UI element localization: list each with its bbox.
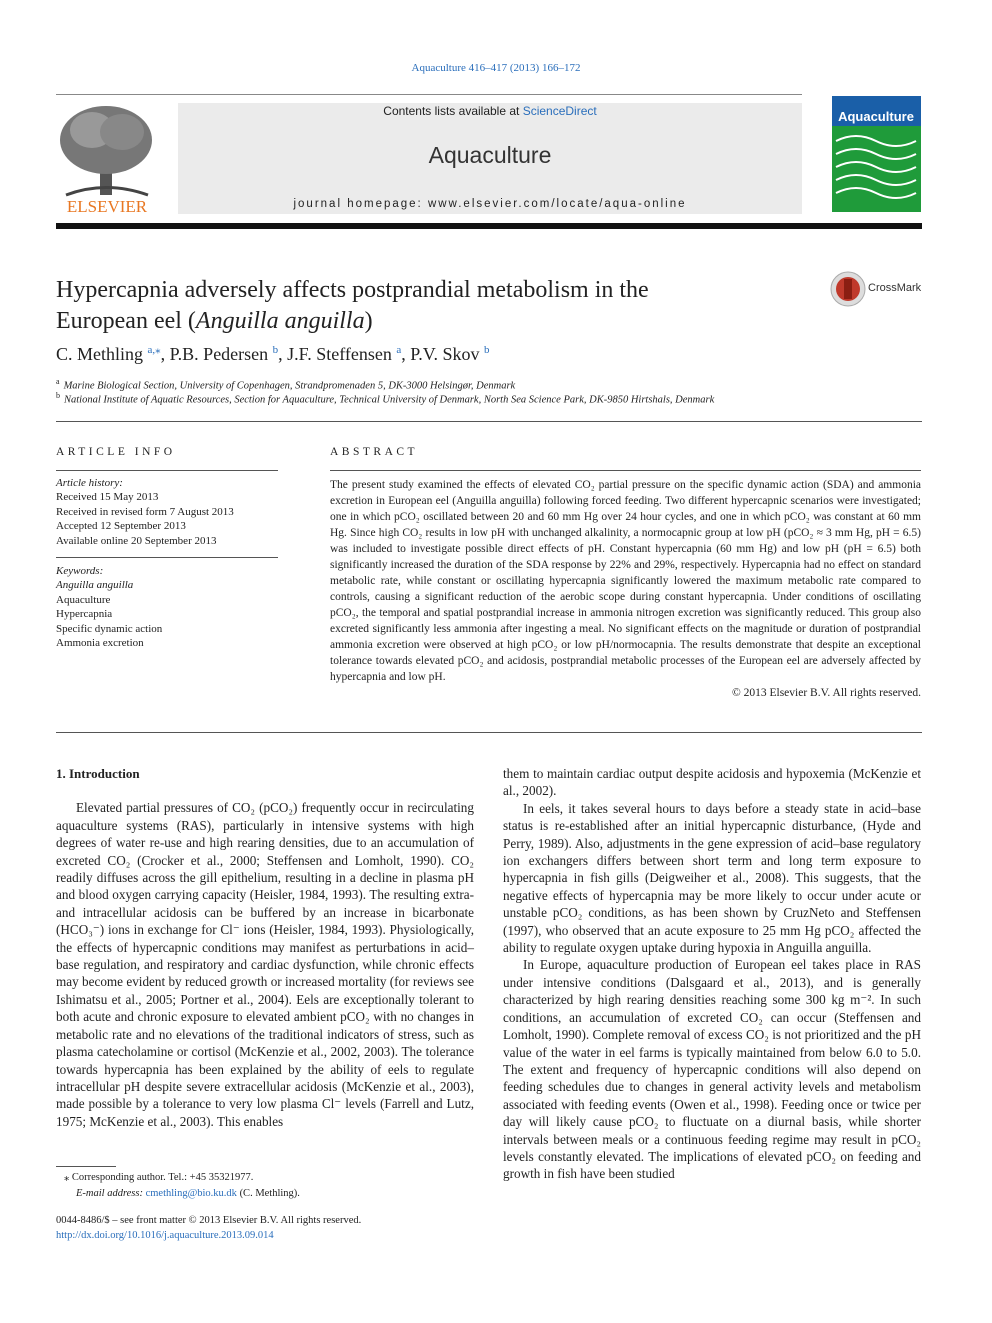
info-rule xyxy=(56,470,278,471)
author-name: P.B. Pedersen xyxy=(169,344,269,364)
title-line-2 xyxy=(56,306,776,337)
abstract xyxy=(330,477,921,701)
history-label: Article history: xyxy=(56,477,123,489)
journal-homepage[interactable]: journal homepage: www.elsevier.com/locate/aqua-online xyxy=(293,198,687,210)
keyword: Specific dynamic action xyxy=(56,622,163,635)
history-item: Accepted 12 September 2013 xyxy=(56,520,186,533)
crossmark-badge[interactable] xyxy=(830,271,940,309)
email-link[interactable]: cmethling@bio.ku.dk xyxy=(145,1188,237,1199)
author-sup[interactable]: a xyxy=(396,344,402,356)
crossmark-label: CrossMark xyxy=(868,282,922,294)
affiliation-sup: b xyxy=(56,391,60,400)
abstract-text: The present study examined the effects of elevated CO₂ partial pressure on the specific dynamic action (SDA) and ammonia excretion in European eel (Anguilla anguilla) following forced feeding. Two different hypercapnic scenarios were investigated; one in which pCO₂ oscillated between 20 and 60 mm Hg over 24 hour cycles, and one in which pCO₂ was constant at 60 mm Hg. Since high CO₂ results in low pH with unchanged alkalinity, a normocapnic group at low pH (pCO₂ ≈ 3 mm Hg, pH = 6.5) was included to investigate possible direct effects of pH. Constant hypercapnia (60 mm Hg) and low pH (pH = 6.5) both significantly increased the duration of the SDA response by 22% and 29%, respectively. Hypercapnia had no effect on standard metabolic rate, while constant or oscillating hypercapnia significantly lowered the maximum metabolic rate compared to controls, causing a significant reduction of the aerobic scope during constant hypercapnia. Under conditions of oscillating pCO₂, the temporal and spatial postprandial increase in ammonia nitrogen excretion was significantly reduced. This group also excreted significantly less ammonia after ingesting a meal. No significant effects on the magnitude or duration of postprandial ammonia excretion were observed at high pCO₂ or low pH/normocapnia. The results demonstrate that despite an exceptional tolerance towards elevated pCO₂ and acidosis, postprandial metabolic processes of the European eel are adversely affected by hypercapnia and low pH. xyxy=(330,479,921,683)
email-label: E-mail address: xyxy=(76,1188,146,1199)
email-line xyxy=(76,1186,300,1202)
article-history xyxy=(56,476,278,548)
author-sup[interactable]: b xyxy=(272,344,279,356)
journal-name: Aquaculture xyxy=(428,142,552,168)
author-name: C. Methling xyxy=(56,344,144,364)
author-name: J.F. Steffensen xyxy=(287,344,392,364)
journal-cover-image xyxy=(832,96,921,212)
author[interactable] xyxy=(56,344,161,364)
body-paragraph: Elevated partial pressures of CO₂ (pCO₂) frequently occur in recirculating aquaculture systems (RAS), particularly in intensive systems with high degrees of water re-use and high rearing densities, due to an accumulation of excreted CO₂ (Crocker et al., 2000; Steffensen and Lomholt, 1990). CO₂ readily diffuses across the gill epithelium, resulting in a decline in plasma pH and blood oxygen carrying capacity (Heisler, 1984, 1993). The resulting extra- and intracellular acidosis can be buffered by an increase in bicarbonate (HCO₃⁻) ions in exchange for Cl⁻ ions (Heisler, 1984, 1993). Physiologically, the effects of hypercapnic conditions may manifest as perturbations in acid–base regulation, and respiratory and cardiac dysfunction, while chronic effects may become evident by reduced growth or increased mortality (for reviews see Ishimatsu et al., 2005; Portner et al., 2004). Eels are exceptionally tolerant to both acute and chronic exposure to elevated ambient pCO₂ with no changes in metabolic rate and no elevations of the traditional indicators of stress, such as plasma catecholamine or cortisol (McKenzie et al., 2002, 2003). The tolerance towards hypercapnia has been explained by the ability of eels to regulate intracellular pH despite severe extracellular acidosis (McKenzie et al., 2003), made possible by a tolerance to very low plasma Cl⁻ levels (Farrell and Lutz, 1975; McKenzie et al., 2003). This enables xyxy=(56,800,474,1129)
elsevier-logo[interactable] xyxy=(52,100,162,216)
author-name: P.V. Skov xyxy=(410,344,480,364)
history-item: Received 15 May 2013 xyxy=(56,491,159,504)
body-paragraph: In Europe, aquaculture production of European eel takes place in RAS under intensive conditions (Dalsgaard et al., 2013), and is generally characterized by high rearing densities reaching some 300 kg m⁻². In such conditions, an accumulation of excreted CO₂ can occur (Steffensen and Lomholt, 1990). Complete removal of excess CO₂ is not prioritized and the pH value of the water in eel farms is typically maintained from below 6.0 to 5.0. The extent and frequency of hypercapnic conditions will also depend on feeding schedules due to changes in general activity levels and metabolism associated with feeding events (Owen et al., 1998). Feeding once or twice per day will likely cause pCO₂ to fluctuate on a diurnal basis, while shorter intervals between meals or a continuous feeding regime may result in pCO₂ levels constantly elevated. The implications of elevated pCO₂ on feeding and growth in fish have been studied xyxy=(503,957,921,1182)
sciencedirect-link[interactable]: ScienceDirect xyxy=(522,104,597,118)
journal-citation[interactable]: Aquaculture 416–417 (2013) 166–172 xyxy=(411,62,581,74)
keyword: Ammonia excretion xyxy=(56,637,144,650)
history-item: Available online 20 September 2013 xyxy=(56,534,217,547)
author-separator: , xyxy=(278,344,288,364)
author[interactable] xyxy=(287,344,401,364)
affiliation-sup: a xyxy=(56,377,60,386)
header-bottom-rule xyxy=(56,223,922,229)
corresponding-author: ⁎ Corresponding author. Tel.: +45 35321977. xyxy=(64,1172,254,1183)
section-heading: 1. Introduction xyxy=(56,766,140,781)
footnote-rule xyxy=(56,1166,116,1167)
journal-cover[interactable] xyxy=(832,96,921,212)
keyword: Hypercapnia xyxy=(56,608,113,621)
elsevier-tree-icon xyxy=(52,100,162,216)
abstract-copyright: © 2013 Elsevier B.V. All rights reserved. xyxy=(732,687,921,699)
abstract-heading: ABSTRACT xyxy=(330,446,419,458)
author-separator: , xyxy=(401,344,411,364)
keyword: Aquaculture xyxy=(56,593,111,606)
affiliation-text: National Institute of Aquatic Resources, Section for Aquaculture, Technical University of Denmark, North Sea Science Park, DK-9850 Hirtshals, Denmark xyxy=(64,394,715,406)
author[interactable] xyxy=(170,344,279,364)
contents-line xyxy=(178,104,802,118)
doi-link[interactable]: http://dx.doi.org/10.1016/j.aquaculture.2013.09.014 xyxy=(56,1230,274,1241)
keywords xyxy=(56,564,278,650)
keywords-label: Keywords: xyxy=(56,565,104,577)
elsevier-wordmark: ELSEVIER xyxy=(66,197,148,216)
affiliation xyxy=(56,377,936,392)
affiliation-text: Marine Biological Section, University of Copenhagen, Strandpromenaden 5, DK-3000 Helsingør, Denmark xyxy=(63,380,516,392)
body-paragraph: them to maintain cardiac output despite acidosis and hypoxemia (McKenzie et al., 2002). xyxy=(503,766,921,799)
keywords-rule xyxy=(56,557,278,558)
author-sup[interactable]: a,⁎ xyxy=(147,344,161,356)
author-list xyxy=(56,343,796,365)
abstract-rule xyxy=(330,470,921,471)
body-left-column xyxy=(56,765,474,1130)
crossmark-icon xyxy=(830,271,866,307)
article-title xyxy=(56,275,776,337)
author-sup[interactable]: b xyxy=(484,344,490,356)
issn-line: 0044-8486/$ – see front matter © 2013 Elsevier B.V. All rights reserved. xyxy=(56,1215,362,1226)
abstract-bottom-rule xyxy=(56,732,922,733)
info-top-rule xyxy=(56,421,922,422)
history-item: Received in revised form 7 August 2013 xyxy=(56,505,234,518)
title-line-2-suffix: ) xyxy=(364,308,373,334)
title-line-1: Hypercapnia adversely affects postprandial metabolism in the xyxy=(56,277,649,303)
author-separator: , xyxy=(160,344,170,364)
keyword: Anguilla anguilla xyxy=(56,579,134,592)
contents-prefix: Contents lists available at xyxy=(383,104,523,118)
body-right-column xyxy=(503,765,921,1183)
article-info-heading: ARTICLE INFO xyxy=(56,446,176,458)
cover-title: Aquaculture xyxy=(838,109,914,124)
email-suffix: (C. Methling). xyxy=(236,1188,300,1199)
title-line-2-prefix: European eel ( xyxy=(56,308,196,334)
affiliation xyxy=(56,391,936,406)
header-top-rule xyxy=(56,94,802,95)
author[interactable] xyxy=(410,344,489,364)
body-paragraph: In eels, it takes several hours to days before a steady state in acid–base status is re-established after an initial hypercapnic disturbance, (Hyde and Perry, 1989). Also, adjustments in the gene expression of acid–base regulatory ion exchangers differs between short term and long term exposure to hypercapnia in fish gills (Deigweiher et al., 2008). This suggests, that the negative effects of hypercapnia may be more likely to occur under acute or unstable pCO₂ conditions, as has been shown by CruzNeto and Steffensen (1997), who observed that an acute exposure to 25 mm Hg pCO₂ affected the ability to regulate oxygen uptake during hypoxia in Anguilla anguilla. xyxy=(503,800,921,956)
title-species: Anguilla anguilla xyxy=(195,308,365,334)
